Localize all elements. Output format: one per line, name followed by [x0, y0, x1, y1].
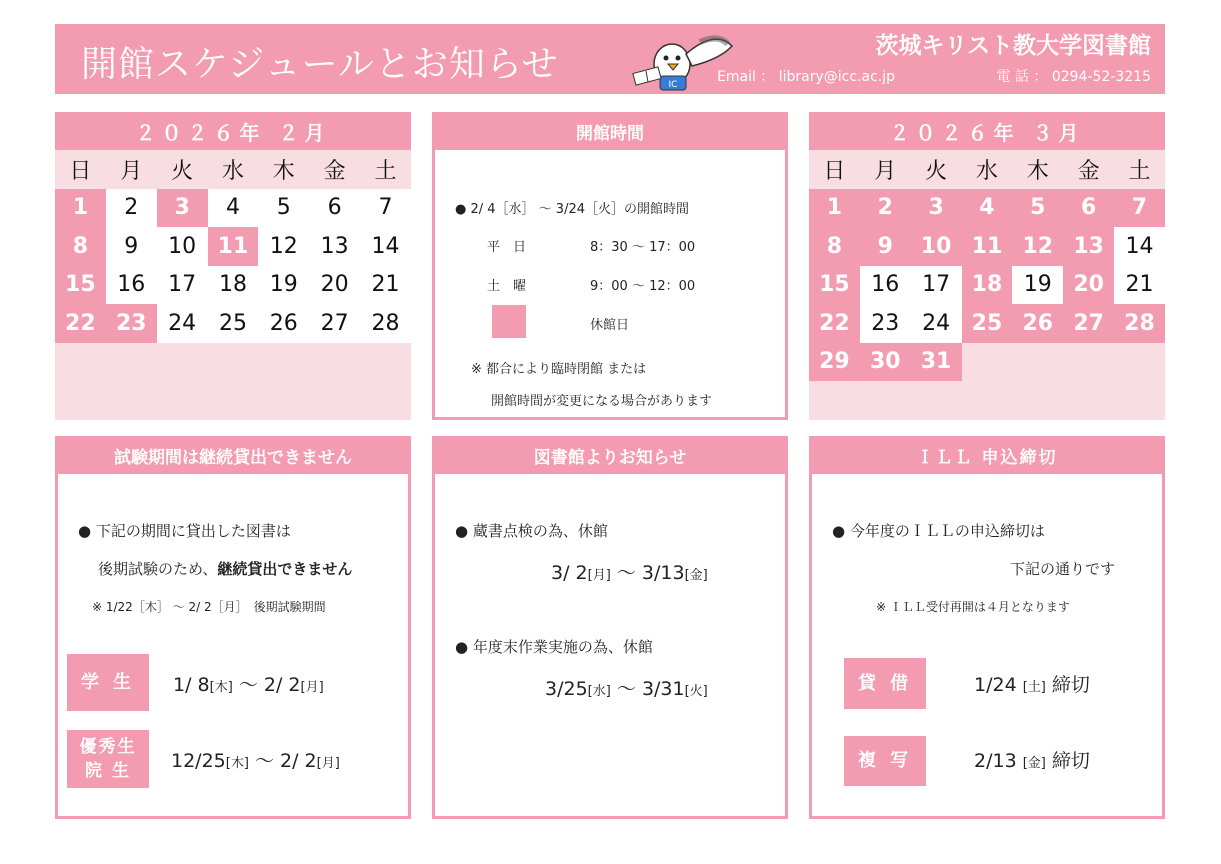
- calendar-day-closed: 28: [1114, 304, 1165, 343]
- weekday-header: 水: [962, 150, 1013, 189]
- calendar-day-open: 24: [157, 304, 208, 343]
- calendar-day-closed: 12: [1012, 227, 1063, 266]
- closed-day-label: 休館日: [590, 318, 630, 333]
- email-contact: Email ： library@icc.ac.jp: [717, 69, 896, 85]
- loan-label: 貸 借: [844, 658, 926, 709]
- calendar-day-open: 14: [1114, 227, 1165, 266]
- panel-title: 図書館よりお知らせ: [432, 436, 788, 474]
- exam-body: [55, 474, 411, 819]
- grad-label: [67, 730, 149, 788]
- calendar-day-closed: 9: [860, 227, 911, 266]
- grad-dow-start: [木]: [225, 756, 249, 771]
- calendar-day-closed: 27: [1063, 304, 1114, 343]
- weekday-header-row: [55, 150, 411, 189]
- notice-2-dow-start: [水]: [587, 684, 611, 699]
- calendar-day-open: 20: [309, 266, 360, 305]
- calendar-february: [55, 112, 411, 420]
- copy-date: 2/13: [974, 750, 1017, 772]
- notice-item-1-dates: [551, 558, 708, 585]
- calendar-day-closed: 5: [1012, 189, 1063, 228]
- calendar-empty-cell: [962, 343, 1013, 382]
- calendar-day-open: 21: [360, 266, 411, 305]
- copy-label: 複 写: [844, 736, 926, 786]
- grad-date-start: 12/25: [171, 750, 226, 772]
- calendar-day-closed: 1: [809, 189, 860, 228]
- notice-1-dow-start: [月]: [587, 568, 611, 583]
- calendar-week-row: [55, 266, 411, 305]
- calendar-week-row: [55, 304, 411, 343]
- calendar-day-closed: 8: [55, 227, 106, 266]
- hours-note-2: 開館時間が変更になる場合があります: [491, 394, 713, 409]
- ill-deadline-panel: [809, 436, 1165, 474]
- grad-label-line-2: 院 生: [85, 761, 131, 781]
- copy-deadline: [974, 746, 1090, 773]
- calendar-day-closed: 4: [962, 189, 1013, 228]
- notice-1-date-end: 3/13: [641, 562, 685, 584]
- calendar-day-open: 10: [157, 227, 208, 266]
- weekday-header: 日: [809, 150, 860, 189]
- weekday-header: 月: [106, 150, 157, 189]
- calendar-day-open: 13: [309, 227, 360, 266]
- calendar-day-open: 2: [106, 189, 157, 228]
- notice-1-date-start: 3/ 2: [551, 562, 588, 584]
- loan-deadline: [974, 670, 1090, 697]
- calendar-day-closed: 2: [860, 189, 911, 228]
- calendar-day-closed: 10: [911, 227, 962, 266]
- calendar-day-closed: 30: [860, 343, 911, 382]
- panel-title: ＩＬＬ 申込締切: [809, 436, 1165, 474]
- page-title: 開館スケジュールとお知らせ: [81, 44, 559, 85]
- calendar-day-closed: 20: [1063, 266, 1114, 305]
- weekday-header: 木: [1012, 150, 1063, 189]
- grad-label-line-1: 優秀生: [79, 737, 137, 757]
- calendar-day-open: 12: [258, 227, 309, 266]
- weekday-header: 火: [911, 150, 962, 189]
- exam-line-2-emphasis: 継続貸出できません: [217, 560, 353, 578]
- library-notice-panel: [432, 436, 788, 474]
- notice-2-dow-end: [火]: [684, 684, 708, 699]
- calendar-day-closed: 31: [911, 343, 962, 382]
- calendar-week-row: [809, 343, 1165, 382]
- calendar-day-closed: 13: [1063, 227, 1114, 266]
- grad-date-end: 2/ 2: [280, 750, 317, 772]
- calendar-grid: [809, 150, 1165, 381]
- calendar-day-open: 9: [106, 227, 157, 266]
- notice-1-tilde: ～: [616, 562, 636, 584]
- hours-note-1: ※ 都合により臨時閉館 または: [471, 362, 647, 377]
- grad-tilde: ～: [254, 750, 274, 772]
- notice-item-2: ● 年度末作業実施の為、休館: [455, 638, 653, 656]
- ill-line-1: ● 今年度のＩＬＬの申込締切は: [832, 522, 1045, 540]
- calendar-day-open: 24: [911, 304, 962, 343]
- panel-title: 試験期間は継続貸出できません: [55, 436, 411, 474]
- saturday-label: 土 曜: [487, 279, 527, 294]
- notice-2-tilde: ～: [616, 678, 636, 700]
- library-notice-body: [432, 474, 788, 819]
- opening-hours-panel: [432, 112, 788, 150]
- weekday-header: 木: [258, 150, 309, 189]
- calendar-day-closed: 6: [1063, 189, 1114, 228]
- calendar-day-open: 28: [360, 304, 411, 343]
- calendar-empty-cell: [1012, 343, 1063, 382]
- calendar-day-open: 5: [258, 189, 309, 228]
- calendar-day-closed: 26: [1012, 304, 1063, 343]
- ill-note: ※ ＩＬＬ受付再開は４月となります: [876, 600, 1070, 614]
- calendar-day-open: 19: [258, 266, 309, 305]
- calendar-day-open: 23: [860, 304, 911, 343]
- calendar-title: ２０２６年 ２月: [55, 112, 411, 150]
- calendar-day-closed: 7: [1114, 189, 1165, 228]
- notice-item-2-dates: [545, 674, 708, 701]
- weekday-header: 水: [208, 150, 259, 189]
- calendar-day-closed: 22: [55, 304, 106, 343]
- student-dow-start: [木]: [209, 680, 233, 695]
- calendar-day-open: 21: [1114, 266, 1165, 305]
- weekday-header: 火: [157, 150, 208, 189]
- copy-suffix: 締切: [1051, 750, 1090, 772]
- calendar-day-open: 26: [258, 304, 309, 343]
- calendar-day-open: 25: [208, 304, 259, 343]
- calendar-day-open: 16: [860, 266, 911, 305]
- weekday-header: 日: [55, 150, 106, 189]
- calendar-day-open: 7: [360, 189, 411, 228]
- student-dow-end: [月]: [300, 680, 324, 695]
- exam-panel: [55, 436, 411, 474]
- calendar-day-closed: 8: [809, 227, 860, 266]
- calendar-day-open: 14: [360, 227, 411, 266]
- calendar-week-row: [809, 266, 1165, 305]
- svg-text:IC: IC: [668, 80, 678, 90]
- ill-line-2: 下記の通りです: [1010, 560, 1116, 578]
- opening-hours-body: [432, 150, 788, 420]
- weekday-time: 8：30 ～ 17：00: [590, 240, 696, 255]
- copy-dow: [金]: [1022, 756, 1046, 771]
- exam-period-note: ※ 1/22［木］ ～ 2/ 2［月］ 後期試験期間: [92, 600, 326, 614]
- grad-dates: [171, 746, 340, 773]
- calendar-day-closed: 11: [962, 227, 1013, 266]
- calendar-day-closed: 3: [911, 189, 962, 228]
- notice-2-date-start: 3/25: [545, 678, 588, 700]
- weekday-header: 土: [360, 150, 411, 189]
- library-name: 茨城キリスト教大学図書館: [875, 33, 1151, 59]
- weekday-header: 金: [309, 150, 360, 189]
- student-label: 学 生: [67, 654, 149, 711]
- student-date-end: 2/ 2: [263, 674, 301, 696]
- loan-dow: [土]: [1022, 680, 1046, 695]
- weekday-header: 金: [1063, 150, 1114, 189]
- calendar-day-closed: 18: [962, 266, 1013, 305]
- calendar-day-open: 16: [106, 266, 157, 305]
- ill-deadline-body: [809, 474, 1165, 819]
- calendar-day-closed: 15: [55, 266, 106, 305]
- exam-line-2: [98, 558, 352, 579]
- student-dates: [173, 670, 324, 697]
- calendar-week-row: [809, 304, 1165, 343]
- calendar-week-row: [809, 189, 1165, 228]
- calendar-day-open: 6: [309, 189, 360, 228]
- calendar-week-row: [55, 189, 411, 228]
- notice-2-date-end: 3/31: [641, 678, 685, 700]
- calendar-day-closed: 3: [157, 189, 208, 228]
- student-date-start: 1/ 8: [173, 674, 210, 696]
- calendar-day-closed: 22: [809, 304, 860, 343]
- weekday-header-row: [809, 150, 1165, 189]
- grad-dow-end: [月]: [316, 756, 340, 771]
- calendar-week-row: [55, 227, 411, 266]
- calendar-day-open: 27: [309, 304, 360, 343]
- calendar-day-open: 4: [208, 189, 259, 228]
- calendar-day-open: 18: [208, 266, 259, 305]
- calendar-march: [809, 112, 1165, 420]
- phone-contact: 電 話 ： 0294-52-3215: [996, 69, 1151, 85]
- calendar-day-closed: 23: [106, 304, 157, 343]
- calendar-grid: [55, 150, 411, 343]
- student-tilde: ～: [238, 674, 258, 696]
- notice-item-1: ● 蔵書点検の為、休館: [455, 522, 608, 540]
- hours-period: ● 2/ 4［水］ ～ 3/24［火］の開館時間: [455, 202, 689, 217]
- weekday-header: 土: [1114, 150, 1165, 189]
- exam-line-2-text: 後期試験のため、: [98, 560, 218, 578]
- weekday-header: 月: [860, 150, 911, 189]
- calendar-day-closed: 1: [55, 189, 106, 228]
- loan-date: 1/24: [974, 674, 1017, 696]
- loan-suffix: 締切: [1051, 674, 1090, 696]
- calendar-day-closed: 15: [809, 266, 860, 305]
- calendar-empty-cell: [1063, 343, 1114, 382]
- calendar-week-row: [809, 227, 1165, 266]
- exam-line-1: ● 下記の期間に貸出した図書は: [78, 522, 291, 540]
- calendar-day-closed: 25: [962, 304, 1013, 343]
- panel-title: 開館時間: [432, 112, 788, 150]
- calendar-day-open: 19: [1012, 266, 1063, 305]
- calendar-title: ２０２６年 ３月: [809, 112, 1165, 150]
- header-banner: [55, 24, 1165, 94]
- saturday-time: 9：00 ～ 12：00: [590, 279, 696, 294]
- notice-1-dow-end: [金]: [684, 568, 708, 583]
- calendar-day-closed: 11: [208, 227, 259, 266]
- calendar-day-open: 17: [157, 266, 208, 305]
- closed-day-swatch: [492, 305, 526, 338]
- calendar-day-closed: 29: [809, 343, 860, 382]
- weekday-label: 平 日: [487, 240, 527, 255]
- calendar-empty-cell: [1114, 343, 1165, 382]
- calendar-day-open: 17: [911, 266, 962, 305]
